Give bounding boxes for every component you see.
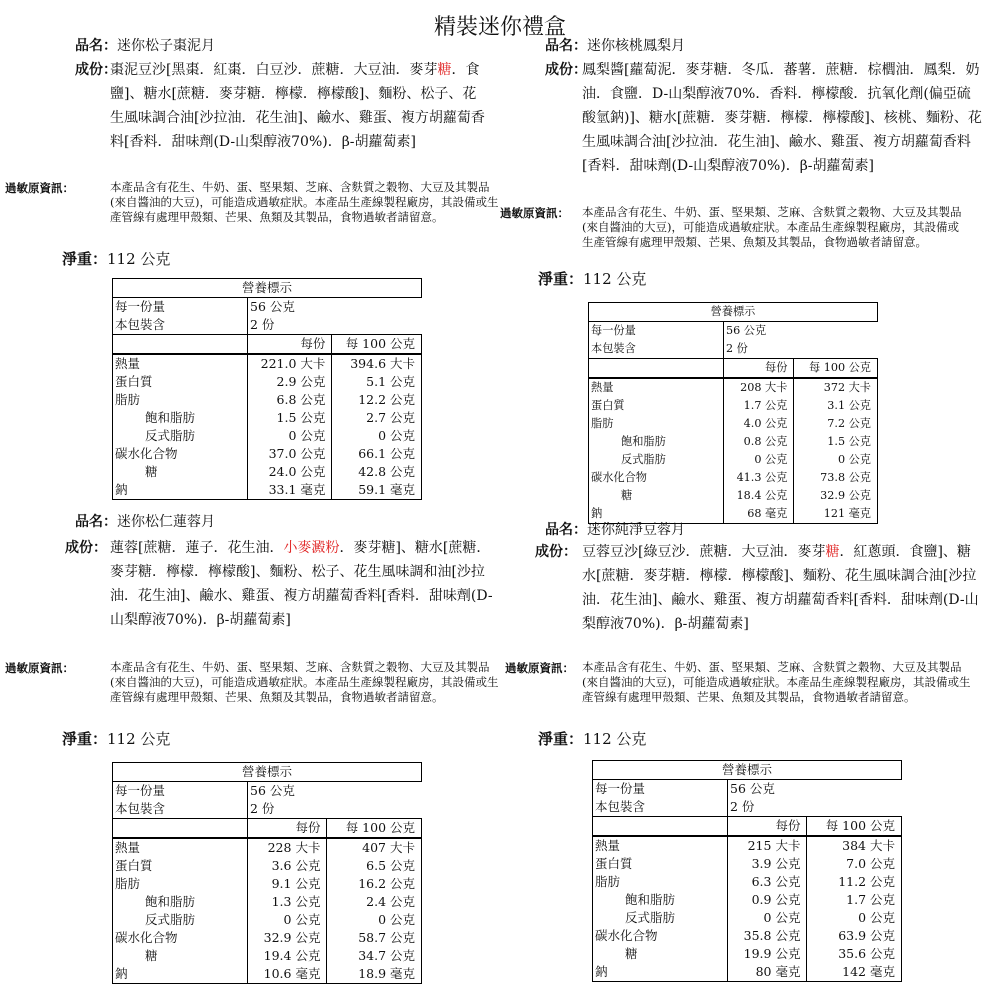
ingredients-part: 棗泥豆沙[黑棗．紅棗．白豆沙．蔗糖．大豆油．麥芽 (110, 62, 438, 78)
nutrient-per-serving: 18.4 公克 (724, 487, 794, 505)
nutrition-title: 營養標示 (593, 761, 902, 780)
table-row (593, 780, 902, 799)
nutrient-per-serving: 19.4 公克 (248, 947, 327, 965)
ingredients-highlight: 小麥澱粉 (283, 540, 340, 556)
table-row (589, 378, 878, 397)
serving-value: 56 公克 (724, 322, 878, 341)
allergy-label: 過敏原資訊： (5, 661, 74, 675)
nutrient-name: 飽和脂肪 (593, 891, 728, 909)
table-row (589, 340, 878, 359)
nutrient-name: 糖 (589, 487, 724, 505)
nutrient-per-serving: 0.8 公克 (724, 433, 794, 451)
nutrient-per-serving: 9.1 公克 (248, 875, 327, 893)
nutrient-per-serving: 6.3 公克 (728, 873, 807, 891)
table-row (589, 451, 878, 469)
nutrient-per-serving: 35.8 公克 (728, 927, 807, 945)
servings-value: 2 份 (250, 801, 275, 816)
product-name: 迷你純淨豆蓉月 (587, 522, 685, 538)
nutrient-name: 鈉 (593, 963, 728, 982)
nutrition-title: 營養標示 (589, 303, 878, 322)
table-row (593, 798, 902, 817)
net-weight-row (62, 248, 170, 269)
ingredients-part: 蓮蓉[蔗糖．蓮子．花生油． (110, 540, 284, 556)
nutrition-table (112, 278, 422, 500)
nutrient-per-serving: 0 公克 (248, 427, 332, 445)
nutrient-per-serving: 37.0 公克 (248, 445, 332, 463)
product-name: 迷你松子棗泥月 (117, 38, 215, 54)
ingredients-highlight: 糖 (437, 62, 452, 78)
nutrient-per-100g: 12.2 公克 (332, 391, 422, 409)
header-blank (593, 817, 728, 837)
nutrient-per-100g: 0 公克 (332, 427, 422, 445)
ingredients-label: 成份： (65, 540, 107, 556)
table-row (593, 761, 902, 780)
net-weight-row (538, 728, 646, 749)
product-name-row (75, 510, 215, 534)
nutrient-per-serving: 19.9 公克 (728, 945, 807, 963)
table-row (589, 487, 878, 505)
nutrient-per-100g: 372 大卡 (794, 378, 878, 397)
table-row (589, 415, 878, 433)
nutrient-per-100g: 7.0 公克 (807, 855, 902, 873)
nutrient-name: 糖 (113, 947, 248, 965)
nutrient-per-serving: 4.0 公克 (724, 415, 794, 433)
net-weight-label: 淨重： (62, 250, 108, 268)
nutrient-per-serving: 24.0 公克 (248, 463, 332, 481)
nutrient-per-serving: 33.1 毫克 (248, 481, 332, 500)
allergy-text: 本產品含有花生、牛奶、蛋、堅果類、芝麻、含麩質之穀物、大豆及其製品(來自醬油的大豆)，可能造成過敏症狀。本產品生產線製程廠房，其設備或生產管線有處理甲殼類、芒果、魚類及其製品，食物過敏者請留意。 (110, 180, 499, 224)
table-row (589, 397, 878, 415)
table-row (113, 335, 422, 355)
nutrition-title: 營養標示 (113, 279, 422, 298)
nutrient-name: 脂肪 (113, 391, 248, 409)
table-row (113, 965, 422, 984)
net-weight-row (538, 268, 646, 289)
nutrient-per-100g: 0 公克 (794, 451, 878, 469)
per-100-header: 每 100 公克 (807, 817, 902, 837)
nutrient-per-100g: 2.4 公克 (327, 893, 422, 911)
allergy-label: 過敏原資訊： (505, 661, 574, 675)
net-weight: 112 公克 (583, 270, 647, 288)
table-row (113, 298, 422, 317)
servings-label: 本包裝含 (593, 798, 728, 817)
nutrient-name: 反式脂肪 (113, 911, 248, 929)
table-row (113, 800, 422, 819)
table-row (593, 909, 902, 927)
ingredients-text (110, 58, 490, 154)
table-row (593, 873, 902, 891)
nutrient-per-serving: 0 公克 (248, 911, 327, 929)
serving-label: 每一份量 (593, 780, 728, 799)
table-row (113, 409, 422, 427)
table-row (113, 819, 422, 839)
ingredients-part: 鳳梨醬[蘿蔔泥．麥芽糖．冬瓜．蕃薯．蔗糖．棕櫚油．鳳梨．奶油．食鹽．D-山梨醇液70%．香料．檸檬酸．抗氧化劑(偏亞硫酸氫鈉)]、糖水[蔗糖．麥芽糖．檸檬．檸檬酸]、核桃、麵粉、花生風味調合油[沙拉油．花生油]、鹼水、雞蛋、複方胡蘿蔔香料[香料．甜味劑(D-山梨醇液70%)．β-胡蘿蔔素] (582, 62, 982, 174)
nutrient-per-100g: 1.7 公克 (807, 891, 902, 909)
nutrient-per-serving: 6.8 公克 (248, 391, 332, 409)
table-row (113, 445, 422, 463)
table-row (593, 891, 902, 909)
nutrient-name: 碳水化合物 (113, 929, 248, 947)
nutrient-name: 鈉 (113, 481, 248, 500)
nutrient-name: 脂肪 (593, 873, 728, 891)
nutrient-per-100g: 6.5 公克 (327, 857, 422, 875)
nutrient-per-serving: 80 毫克 (728, 963, 807, 982)
nutrient-per-100g: 5.1 公克 (332, 373, 422, 391)
servings-value: 2 份 (726, 342, 748, 355)
nutrient-name: 蛋白質 (593, 855, 728, 873)
nutrient-name: 糖 (593, 945, 728, 963)
nutrient-per-100g: 3.1 公克 (794, 397, 878, 415)
ingredients-text (110, 536, 500, 632)
nutrient-per-100g: 394.6 大卡 (332, 354, 422, 373)
nutrient-name: 飽和脂肪 (589, 433, 724, 451)
allergy-label: 過敏原資訊： (5, 181, 74, 195)
nutrient-per-serving: 208 大卡 (724, 378, 794, 397)
nutrient-per-100g: 66.1 公克 (332, 445, 422, 463)
table-row (113, 354, 422, 373)
net-weight-label: 淨重： (538, 730, 584, 748)
per-100-header: 每 100 公克 (794, 359, 878, 379)
net-weight-label: 淨重： (62, 730, 108, 748)
nutrient-name: 熱量 (589, 378, 724, 397)
nutrient-per-serving: 228 大卡 (248, 838, 327, 857)
nutrient-per-serving: 68 毫克 (724, 505, 794, 524)
nutrient-name: 碳水化合物 (589, 469, 724, 487)
per-serving-header: 每份 (248, 819, 327, 839)
product-name: 迷你松仁蓮蓉月 (117, 514, 215, 530)
nutrient-per-serving: 32.9 公克 (248, 929, 327, 947)
header-blank (113, 335, 248, 355)
ingredients-part: ．麥芽糖]、糖水[蔗糖．麥芽糖．檸檬．檸檬酸]、麵粉、松子、花生風味調和油[沙拉油．花生油]、鹼水、雞蛋、複方胡蘿蔔香料[香料．甜味劑(D-山梨醇液70%)．β-胡蘿蔔素] (110, 540, 493, 628)
nutrient-per-100g: 63.9 公克 (807, 927, 902, 945)
product-name-label: 品名： (75, 514, 117, 530)
ingredients-highlight: 糖 (825, 544, 840, 560)
nutrient-per-serving: 221.0 大卡 (248, 354, 332, 373)
nutrient-name: 鈉 (113, 965, 248, 984)
allergy-text: 本產品含有花生、牛奶、蛋、堅果類、芝麻、含麩質之穀物、大豆及其製品(來自醬油的大豆)，可能造成過敏症狀。本產品生產線製程廠房，其設備或生產管線有處理甲殼類、芒果、魚類及其製品，食物過敏者請留意。 (582, 205, 962, 249)
servings-label: 本包裝含 (113, 316, 248, 335)
nutrient-name: 反式脂肪 (589, 451, 724, 469)
ingredients-label: 成份： (75, 62, 117, 78)
ingredients-text (582, 58, 982, 178)
nutrient-per-100g: 34.7 公克 (327, 947, 422, 965)
header-blank (589, 359, 724, 379)
ingredients-label: 成份： (535, 544, 577, 560)
table-row (113, 911, 422, 929)
per-100-header: 每 100 公克 (332, 335, 422, 355)
nutrient-per-serving: 3.6 公克 (248, 857, 327, 875)
table-row (593, 963, 902, 982)
table-row (589, 433, 878, 451)
table-row (113, 875, 422, 893)
nutrient-per-serving: 215 大卡 (728, 836, 807, 855)
nutrient-per-100g: 58.7 公克 (327, 929, 422, 947)
table-row (113, 463, 422, 481)
ingredients-part: ．紅蔥頭．食鹽]、糖水[蔗糖．麥芽糖．檸檬．檸檬酸]、麵粉、花生風味調合油[沙拉油．花生油]、鹼水、雞蛋、複方胡蘿蔔香料[香料．甜味劑(D-山梨醇液70%)．β-胡蘿蔔素] (582, 544, 979, 632)
per-serving-header: 每份 (248, 335, 332, 355)
servings-value: 2 份 (730, 799, 755, 814)
nutrition-title: 營養標示 (113, 763, 422, 782)
table-row (589, 322, 878, 341)
nutrient-per-serving: 0 公克 (724, 451, 794, 469)
table-row (593, 836, 902, 855)
table-row (113, 782, 422, 801)
nutrient-per-100g: 16.2 公克 (327, 875, 422, 893)
nutrient-name: 飽和脂肪 (113, 893, 248, 911)
nutrient-per-serving: 1.5 公克 (248, 409, 332, 427)
nutrient-per-100g: 32.9 公克 (794, 487, 878, 505)
nutrient-name: 蛋白質 (113, 857, 248, 875)
table-row (589, 303, 878, 322)
nutrient-per-100g: 121 毫克 (794, 505, 878, 524)
table-row (113, 857, 422, 875)
allergy-label: 過敏原資訊： (500, 206, 569, 220)
product-name-label: 品名： (75, 38, 117, 54)
nutrition-table (592, 760, 902, 982)
nutrient-per-100g: 59.1 毫克 (332, 481, 422, 500)
nutrient-name: 脂肪 (113, 875, 248, 893)
per-serving-header: 每份 (728, 817, 807, 837)
nutrition-table (588, 302, 878, 524)
serving-value: 56 公克 (248, 298, 422, 317)
nutrient-name: 熱量 (113, 838, 248, 857)
nutrient-name: 蛋白質 (589, 397, 724, 415)
table-row (113, 947, 422, 965)
nutrient-per-100g: 73.8 公克 (794, 469, 878, 487)
serving-label: 每一份量 (589, 322, 724, 341)
nutrient-per-serving: 10.6 毫克 (248, 965, 327, 984)
table-row (589, 359, 878, 379)
net-weight: 112 公克 (107, 730, 171, 748)
nutrient-per-100g: 0 公克 (807, 909, 902, 927)
table-row (113, 763, 422, 782)
nutrient-name: 飽和脂肪 (113, 409, 248, 427)
nutrient-per-serving: 2.9 公克 (248, 373, 332, 391)
product-name-row (545, 34, 685, 58)
table-row (593, 945, 902, 963)
table-row (113, 838, 422, 857)
net-weight: 112 公克 (583, 730, 647, 748)
table-row (113, 279, 422, 298)
ingredients-part: 豆蓉豆沙[綠豆沙．蔗糖．大豆油．麥芽 (582, 544, 826, 560)
allergy-text: 本產品含有花生、牛奶、蛋、堅果類、芝麻、含麩質之穀物、大豆及其製品(來自醬油的大豆)，可能造成過敏症狀。本產品生產線製程廠房，其設備或生產管線有處理甲殼類、芒果、魚類及其製品，食物過敏者請留意。 (582, 660, 971, 704)
nutrient-per-100g: 0 公克 (327, 911, 422, 929)
product-name: 迷你核桃鳳梨月 (587, 38, 685, 54)
serving-value: 56 公克 (728, 780, 902, 799)
per-serving-header: 每份 (724, 359, 794, 379)
nutrient-name: 脂肪 (589, 415, 724, 433)
net-weight: 112 公克 (107, 250, 171, 268)
nutrient-name: 蛋白質 (113, 373, 248, 391)
nutrient-name: 反式脂肪 (113, 427, 248, 445)
product-name-label: 品名： (545, 38, 587, 54)
serving-label: 每一份量 (113, 298, 248, 317)
table-row (113, 427, 422, 445)
servings-label: 本包裝含 (113, 800, 248, 819)
nutrient-per-serving: 3.9 公克 (728, 855, 807, 873)
nutrient-name: 碳水化合物 (113, 445, 248, 463)
servings-label: 本包裝含 (589, 340, 724, 359)
table-row (113, 929, 422, 947)
table-row (113, 316, 422, 335)
table-row (113, 391, 422, 409)
table-row (593, 855, 902, 873)
ingredients-label: 成份： (545, 62, 587, 78)
servings-value: 2 份 (250, 317, 275, 332)
ingredients-text (582, 540, 982, 636)
ingredients-part: ．食鹽]、糖水[蔗糖．麥芽糖．檸檬．檸檬酸]、麵粉、松子、花生風味調合油[沙拉油．花生油]、鹼水、雞蛋、複方胡蘿蔔香料[香料．甜味劑(D-山梨醇液70%)．β-胡蘿蔔素] (110, 62, 485, 150)
nutrient-per-100g: 35.6 公克 (807, 945, 902, 963)
nutrient-per-100g: 18.9 毫克 (327, 965, 422, 984)
nutrient-name: 熱量 (113, 354, 248, 373)
table-row (593, 927, 902, 945)
serving-value: 56 公克 (248, 782, 422, 801)
nutrient-per-serving: 0.9 公克 (728, 891, 807, 909)
table-row (113, 373, 422, 391)
nutrition-table (112, 762, 422, 984)
nutrient-name: 碳水化合物 (593, 927, 728, 945)
table-row (593, 817, 902, 837)
nutrient-name: 熱量 (593, 836, 728, 855)
nutrient-per-serving: 0 公克 (728, 909, 807, 927)
nutrient-per-100g: 7.2 公克 (794, 415, 878, 433)
nutrient-per-100g: 2.7 公克 (332, 409, 422, 427)
nutrient-per-100g: 142 毫克 (807, 963, 902, 982)
allergy-text: 本產品含有花生、牛奶、蛋、堅果類、芝麻、含麩質之穀物、大豆及其製品(來自醬油的大豆)，可能造成過敏症狀。本產品生產線製程廠房，其設備或生產管線有處理甲殼類、芒果、魚類及其製品，食物過敏者請留意。 (110, 660, 499, 704)
nutrient-per-100g: 11.2 公克 (807, 873, 902, 891)
nutrient-per-100g: 384 大卡 (807, 836, 902, 855)
nutrient-name: 反式脂肪 (593, 909, 728, 927)
product-name-row (75, 34, 215, 58)
table-row (113, 893, 422, 911)
net-weight-row (62, 728, 170, 749)
nutrient-name: 鈉 (589, 505, 724, 524)
table-row (113, 481, 422, 500)
product-name-row (545, 518, 685, 542)
nutrient-per-100g: 42.8 公克 (332, 463, 422, 481)
nutrient-per-100g: 1.5 公克 (794, 433, 878, 451)
nutrient-per-100g: 407 大卡 (327, 838, 422, 857)
header-blank (113, 819, 248, 839)
serving-label: 每一份量 (113, 782, 248, 801)
page-title: 精裝迷你禮盒 (433, 15, 566, 40)
net-weight-label: 淨重： (538, 270, 584, 288)
nutrient-per-serving: 1.7 公克 (724, 397, 794, 415)
nutrient-per-serving: 1.3 公克 (248, 893, 327, 911)
per-100-header: 每 100 公克 (327, 819, 422, 839)
nutrient-per-serving: 41.3 公克 (724, 469, 794, 487)
table-row (589, 469, 878, 487)
nutrient-name: 糖 (113, 463, 248, 481)
product-name-label: 品名： (545, 522, 587, 538)
